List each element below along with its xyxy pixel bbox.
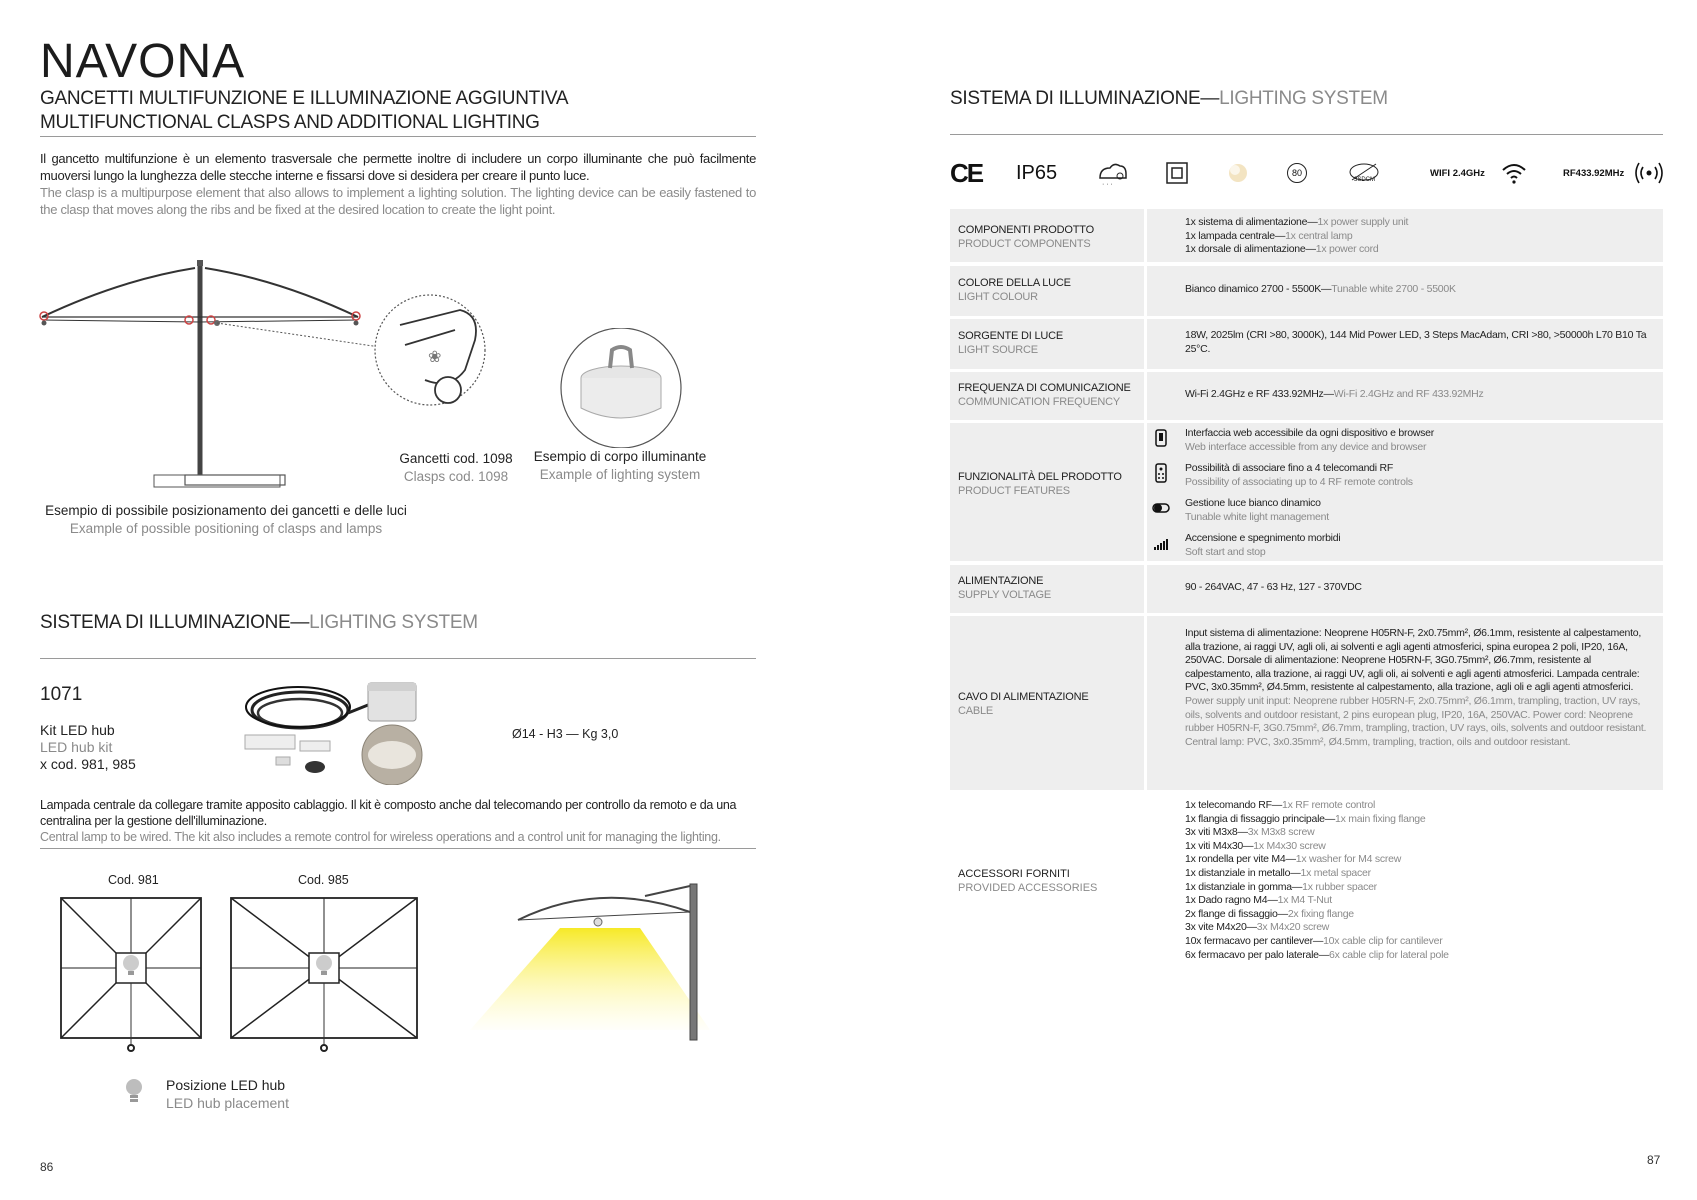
spec-label-features (958, 470, 1122, 498)
divider (950, 134, 1663, 135)
accessory-dash: — (1246, 921, 1257, 934)
clasp-caption-italian: Gancetti cod. 1098 (399, 451, 513, 466)
accessory-english: 1x M4 T-Nut (1277, 894, 1332, 907)
placement-english: LED hub placement (166, 1095, 289, 1111)
accessory-italian: 1x distanziale in gomma (1185, 880, 1292, 893)
ip65-icon: IP65 (1016, 161, 1058, 184)
intro-italian: Il gancetto multifunzione è un elemento trasversale che permette inoltre di includere un corpo illuminante che può facilmente muoversi lungo la lunghezza delle stecche interne e fissarsi dove si desidera per creare il punto luce. (40, 151, 756, 183)
section-heading-right (950, 88, 1388, 110)
value-italian: 1x sistema di alimentazione (1185, 216, 1308, 228)
sdcm-value: 3SDCM (1354, 177, 1376, 183)
accessory-item (1185, 949, 1655, 963)
toggle-icon (1150, 497, 1172, 519)
umbrella-caption-english: Example of possible positioning of clasps and lamps (69, 521, 383, 536)
accessory-dash: — (1277, 907, 1288, 920)
accessory-dash: — (1312, 934, 1324, 947)
label-italian: SORGENTE DI LUCE (958, 330, 1063, 342)
placement-legend (166, 1076, 289, 1112)
accessory-italian: 2x flange di fissaggio (1185, 907, 1278, 920)
label-italian: COLORE DELLA LUCE (958, 277, 1071, 289)
lamp-detail-icon (558, 328, 688, 448)
cod-981-label: Cod. 981 (108, 873, 159, 887)
svg-text:· · ·: · · · (1102, 181, 1113, 188)
spec-label-cable (958, 690, 1088, 718)
sdcm-icon (1346, 158, 1382, 188)
row-separator (1144, 423, 1147, 561)
page-number-right: 87 (1647, 1153, 1661, 1167)
value-italian: 1x dorsale di alimentazione (1185, 243, 1306, 256)
svg-text:❀: ❀ (428, 347, 442, 366)
accessory-english: 1x metal spacer (1300, 866, 1371, 879)
feature-english: Tunable white light management (1185, 510, 1329, 523)
accessory-english: 1x rubber spacer (1302, 880, 1377, 893)
feature-italian: Possibilità di associare fino a 4 telecomandi RF (1185, 462, 1394, 474)
accessory-dash: — (1243, 839, 1254, 852)
accessory-item (1185, 813, 1655, 827)
lamp-caption-english: Example of lighting system (539, 467, 701, 482)
accessory-dash: — (1267, 894, 1278, 907)
accessory-english: 2x fixing flange (1287, 907, 1354, 920)
accessory-italian: 1x viti M4x30 (1185, 839, 1244, 852)
section-title-italian: SISTEMA DI ILLUMINAZIONE (40, 612, 291, 633)
divider (40, 658, 756, 659)
mobile-device-icon (1150, 427, 1172, 449)
product-code: 1071 (40, 684, 83, 705)
row-separator (1144, 565, 1147, 613)
spec-label-voltage (958, 574, 1051, 602)
kit-description (40, 797, 756, 845)
class-ii-icon (1165, 158, 1189, 188)
wifi-icon (1500, 158, 1528, 188)
spec-value-source: 18W, 2025lm (CRI >80, 3000K), 144 Mid Power LED, 3 Steps MacAdam, CRI >80, >50000h L70 B10 Ta 25°C. (1185, 329, 1647, 355)
label-english: SUPPLY VOLTAGE (958, 589, 1051, 601)
label-italian: ACCESSORI FORNITI (958, 868, 1070, 880)
cri-icon (1287, 158, 1307, 188)
clasp-caption-english: Clasps cod. 1098 (403, 469, 509, 484)
lamp-caption-italian: Esempio di corpo illuminante (533, 449, 707, 464)
accessory-english: 6x cable clip for lateral pole (1329, 948, 1449, 961)
accessory-dash: — (1271, 799, 1283, 811)
ce-mark-icon: CE (950, 157, 983, 188)
cod-985-label: Cod. 985 (298, 873, 349, 887)
section-title-english: LIGHTING SYSTEM (309, 612, 478, 633)
spec-label-colour (958, 276, 1071, 304)
page-title: NAVONA (40, 35, 246, 88)
accessory-italian: 1x distanziale in metallo (1185, 866, 1291, 879)
kit-description-english: Central lamp to be wired. The kit also includes a remote control for wireless operations and a control unit for managing the lighting. (40, 830, 721, 844)
accessory-italian: 1x rondella per vite M4 (1185, 853, 1286, 866)
cantilever-umbrella-light (460, 880, 740, 1050)
accessory-item (1185, 908, 1655, 922)
umbrella-base (185, 475, 285, 485)
umbrella-caption (40, 502, 412, 538)
accessory-italian: 1x flangia di fissaggio principale (1185, 812, 1325, 825)
spec-label-components (958, 223, 1094, 251)
accessory-english: 1x main fixing flange (1335, 812, 1426, 825)
label-italian: COMPONENTI PRODOTTO (958, 224, 1094, 236)
accessory-italian: 6x fermacavo per palo laterale (1185, 948, 1319, 961)
spec-value-voltage: 90 - 264VAC, 47 - 63 Hz, 127 - 370VDC (1185, 581, 1362, 593)
accessory-dash: — (1290, 866, 1301, 879)
divider (40, 136, 756, 137)
value-italian: 1x lampada centrale (1185, 229, 1275, 242)
accessory-item (1185, 921, 1655, 935)
section-title-italian: SISTEMA DI ILLUMINAZIONE (950, 88, 1201, 109)
accessory-dash: — (1237, 826, 1248, 839)
label-english: LIGHT COLOUR (958, 291, 1038, 303)
kit-name-english: LED hub kit (40, 739, 113, 755)
value-italian: Wi-Fi 2.4GHz e RF 433.92MHz (1185, 388, 1324, 400)
spec-value-frequency: Wi-Fi 2.4GHz e RF 433.92MHz—Wi-Fi 2.4GHz and RF 433.92MHz (1185, 388, 1484, 400)
accessory-item (1185, 840, 1655, 854)
placement-italian: Posizione LED hub (166, 1077, 286, 1093)
accessory-italian: 3x vite M4x20 (1185, 921, 1247, 934)
accessory-item (1185, 935, 1655, 949)
accessory-english: 1x washer for M4 screw (1295, 853, 1402, 866)
spec-label-source (958, 329, 1063, 357)
value-italian: Input sistema di alimentazione: Neoprene H05RN-F, 2x0.75mm², Ø6.1mm, resistente al calpestamento, alla trazione, ai raggi UV, agli oli, ai solventi e agli agenti atmosferici, spina europea 2 poli, IP20, 16A, 250VAC. Dorsale di alimentazione: Neoprene H05RN-F, 3G0.75mm², Ø6.7mm, resistente al calpestamento, alla trazione, ai raggi UV, agli oli, ai solventi e agli agenti atmosferici. Lampada centrale: PVC, 3x0.35mm², Ø4.5mm, resistente al calpestamento, alla trazione, agli oli e agli agenti atmosferici. (1185, 627, 1642, 694)
kit-codes: x cod. 981, 985 (40, 756, 136, 772)
section-dash: — (1200, 88, 1220, 109)
label-italian: FUNZIONALITÀ DEL PRODOTTO (958, 471, 1122, 483)
umbrella-plan-985 (231, 898, 417, 1051)
accessory-english: 10x cable clip for cantilever (1323, 934, 1443, 947)
label-italian: CAVO DI ALIMENTAZIONE (958, 691, 1089, 703)
accessory-italian: 1x telecomando RF (1185, 799, 1272, 811)
label-english: PRODUCT FEATURES (958, 485, 1070, 497)
light-beam (470, 928, 710, 1030)
spec-label-accessories (958, 867, 1097, 895)
weather-icon (1096, 158, 1130, 188)
rf-signal-icon (1635, 158, 1663, 188)
value-english: Wi-Fi 2.4GHz and RF 433.92MHz (1333, 388, 1484, 400)
tunable-white-icon (1226, 158, 1250, 188)
row-separator (1144, 266, 1147, 316)
label-italian: ALIMENTAZIONE (958, 575, 1044, 587)
section-title-english: LIGHTING SYSTEM (1219, 88, 1388, 109)
spec-value-features (1185, 427, 1655, 567)
accessory-item (1185, 826, 1655, 840)
clasp-caption (392, 450, 520, 486)
accessory-italian: 1x Dado ragno M4 (1185, 894, 1268, 907)
feature-english: Soft start and stop (1185, 545, 1266, 558)
label-english: PROVIDED ACCESSORIES (958, 882, 1098, 894)
label-italian: FREQUENZA DI COMUNICAZIONE (958, 382, 1131, 394)
remote-control-icon (1150, 462, 1172, 484)
section-dash: — (290, 612, 310, 633)
lightbulb-icon (124, 1078, 144, 1104)
spec-value-components: 1x sistema di alimentazione—1x power supply unit 1x lampada centrale—1x central lamp 1x dorsale di alimentazione—1x power cord (1185, 216, 1409, 256)
cantilever-pole (690, 884, 697, 1040)
kit-dimensions: Ø14 - H3 — Kg 3,0 (512, 727, 619, 741)
accessory-dash: — (1318, 948, 1329, 961)
rf-label: RF433.92MHz (1563, 167, 1625, 179)
spec-value-accessories (1185, 799, 1655, 962)
value-english: 1x power cord (1315, 243, 1379, 256)
lamp-caption (530, 448, 710, 484)
accessory-english: 3x M3x8 screw (1247, 826, 1315, 839)
heading-italian: GANCETTI MULTIFUNZIONE E ILLUMINAZIONE AGGIUNTIVA (40, 88, 569, 109)
led-hub-kit-image (240, 675, 430, 785)
accessory-english: 1x M4x30 screw (1253, 839, 1326, 852)
accessory-english: 1x RF remote control (1282, 799, 1376, 811)
value-english: Tunable white 2700 - 5500K (1331, 283, 1456, 295)
label-english: PRODUCT COMPONENTS (958, 238, 1091, 250)
kit-name-italian: Kit LED hub (40, 722, 115, 738)
page-number-left: 86 (40, 1160, 54, 1174)
certification-icons (950, 158, 1663, 188)
row-separator (1144, 372, 1147, 420)
row-separator (1144, 319, 1147, 369)
accessory-item (1185, 853, 1655, 867)
feature-english: Possibility of associating up to 4 RF remote controls (1185, 475, 1413, 488)
accessory-english: 3x M4x20 screw (1256, 921, 1330, 934)
square-umbrella-diagrams (58, 895, 428, 1055)
kit-description-italian: Lampada centrale da collegare tramite apposito cablaggio. Il kit è composto anche dal telecomando per controllo da remoto e da una centralina per la gestione dell'illuminazione. (40, 798, 737, 828)
value-english: Power supply unit input: Neoprene rubber H05RN-F, 2x0.75mm², Ø6.1mm, trampling, traction, UV rays, oils, solvents and outdoor resistant, 2 pins european plug, IP20, 16A, 250VAC. Power cord: Neoprene rubber H05RN-F, 3G0.75mm², Ø6.7mm, trampling, traction, UV rays, oils, solvents and outdoor resistant. Central lamp: PVC, 3x0.35mm², Ø4.5mm, trampling, traction, oils and outdoor resistant. (1185, 694, 1647, 748)
accessory-italian: 3x viti M3x8 (1185, 826, 1238, 839)
cri-value: 80 (1287, 163, 1307, 183)
label-english: COMMUNICATION FREQUENCY (958, 396, 1121, 408)
feature-italian: Interfaccia web accessibile da ogni dispositivo e browser (1185, 427, 1434, 439)
label-english: CABLE (958, 705, 994, 717)
intro-text (40, 150, 756, 218)
spec-label-frequency (958, 381, 1131, 409)
value-italian: Bianco dinamico 2700 - 5500K (1185, 283, 1322, 295)
row-separator (1144, 616, 1147, 790)
intro-english: The clasp is a multipurpose element that also allows to implement a lighting solution. The lighting device can be easily fastened to the clasp that moves along the ribs and be fixed at the desired location to create the light point. (40, 185, 756, 217)
accessory-dash: — (1291, 880, 1303, 893)
accessory-item (1185, 799, 1655, 813)
value-english: 1x power supply unit (1317, 216, 1409, 228)
row-separator (1144, 209, 1147, 262)
feature-english: Web interface accessible from any device and browser (1185, 440, 1427, 453)
umbrella-caption-italian: Esempio di possibile posizionamento dei gancetti e delle luci (45, 503, 407, 518)
accessory-dash: — (1324, 812, 1336, 825)
section-heading-left (40, 612, 478, 634)
accessory-dash: — (1285, 853, 1296, 866)
heading-english: MULTIFUNCTIONAL CLASPS AND ADDITIONAL LIGHTING (40, 112, 540, 133)
feature-italian: Accensione e spegnimento morbidi (1185, 532, 1341, 544)
spec-value-cable (1185, 627, 1655, 749)
divider (40, 848, 756, 849)
umbrella-plan-981 (61, 898, 201, 1051)
accessory-item (1185, 867, 1655, 881)
accessory-item (1185, 894, 1655, 908)
spec-value-colour: Bianco dinamico 2700 - 5500K—Tunable white 2700 - 5500K (1185, 283, 1456, 295)
accessory-item (1185, 881, 1655, 895)
label-english: LIGHT SOURCE (958, 344, 1038, 356)
value-english: 1x central lamp (1285, 229, 1353, 242)
wifi-label: WIFI 2.4GHz (1430, 167, 1485, 179)
signal-strength-icon (1150, 532, 1172, 554)
kit-info (40, 722, 136, 773)
feature-italian: Gestione luce bianco dinamico (1185, 497, 1321, 509)
accessory-italian: 10x fermacavo per cantilever (1185, 934, 1313, 947)
